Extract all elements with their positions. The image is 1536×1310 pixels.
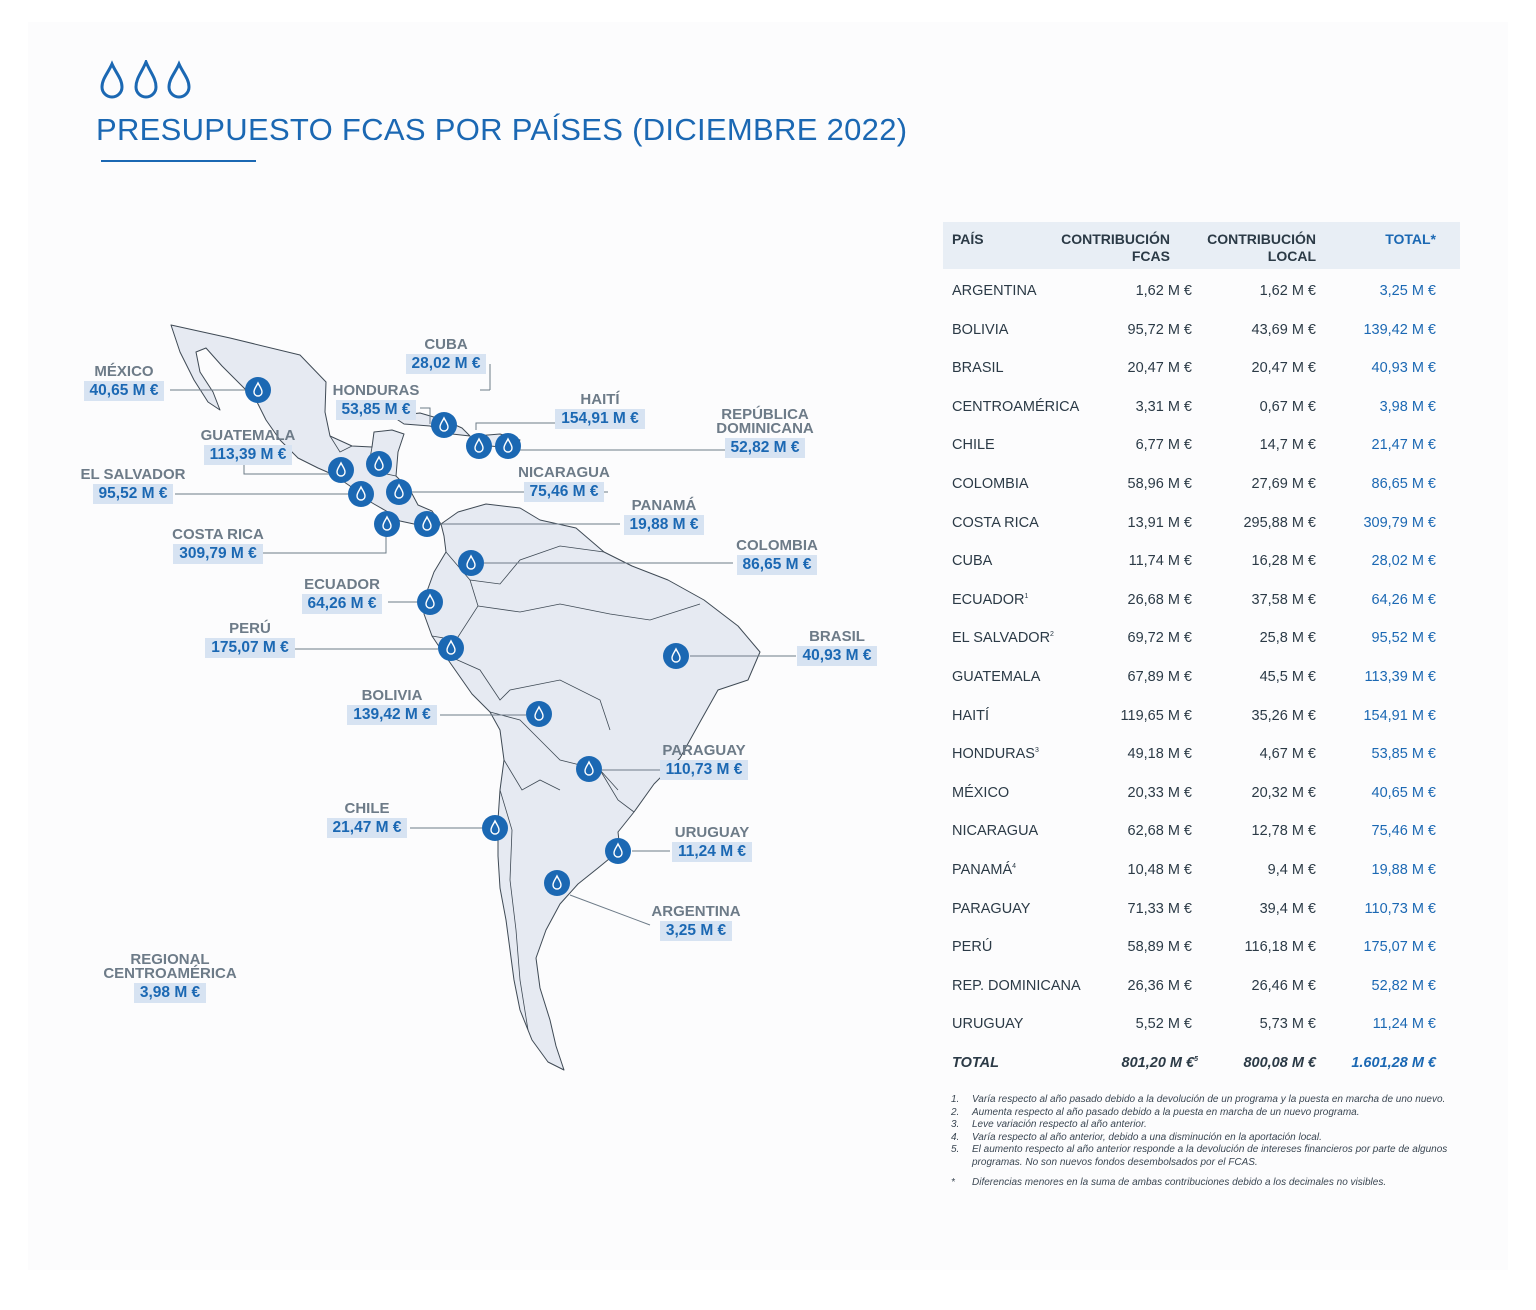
marker-uruguay[interactable] bbox=[605, 838, 631, 864]
cell-total: 40,93 M € bbox=[1371, 360, 1436, 377]
cell-fcas: 67,89 M € bbox=[1127, 668, 1192, 685]
cell-pais: ARGENTINA bbox=[952, 283, 1037, 299]
table-row bbox=[943, 423, 1460, 462]
marker-colombia[interactable] bbox=[458, 550, 484, 576]
cell-local: 43,69 M € bbox=[1251, 321, 1316, 338]
cell-pais: COLOMBIA bbox=[952, 475, 1029, 492]
label-brasil: BRASIL 40,93 M € bbox=[792, 629, 882, 666]
asterisk-note: Diferencias menores en la suma de ambas contribuciones debido a los decimales no visibles. bbox=[972, 1177, 1387, 1188]
label-peru: PERÚ 175,07 M € bbox=[202, 621, 298, 658]
cell-total: 28,02 M € bbox=[1371, 553, 1436, 570]
cell-fcas: 20,47 M € bbox=[1127, 360, 1192, 377]
cell-fcas: 69,72 M € bbox=[1127, 630, 1192, 647]
cell-pais: PARAGUAY bbox=[952, 900, 1031, 917]
header-contribucion-fcas: CONTRIBUCIÓN FCAS bbox=[1061, 231, 1170, 264]
label-paraguay: PARAGUAY 110,73 M € bbox=[654, 743, 754, 780]
cell-total: 175,07 M € bbox=[1363, 939, 1436, 956]
cell-local: 20,32 M € bbox=[1251, 784, 1316, 801]
cell-local: 25,8 M € bbox=[1259, 630, 1316, 647]
marker-brasil[interactable] bbox=[663, 643, 689, 669]
cell-local: 16,28 M € bbox=[1251, 553, 1316, 570]
cell-pais: BOLIVIA bbox=[952, 321, 1009, 338]
cell-local: 295,88 M € bbox=[1243, 514, 1316, 531]
marker-el-salvador[interactable] bbox=[348, 481, 374, 507]
marker-costa-rica[interactable] bbox=[374, 511, 400, 537]
label-nicaragua: NICARAGUA 75,46 M € bbox=[518, 464, 610, 500]
cell-local: 4,67 M € bbox=[1259, 746, 1316, 763]
cell-pais: HONDURAS bbox=[952, 746, 1035, 763]
label-guatemala: GUATEMALA 113,39 M € bbox=[200, 427, 296, 463]
cell-total: 154,91 M € bbox=[1363, 707, 1436, 724]
label-ecuador: ECUADOR 64,26 M € bbox=[296, 577, 388, 614]
footnote-5: El aumento respecto al año anterior responde a la devolución de intereses financieros por parte de algunos programas. No son nuevos fondos desembolsados por el FCAS. bbox=[972, 1144, 1448, 1168]
marker-peru[interactable] bbox=[438, 635, 464, 661]
cell-total: 11,24 M € bbox=[1372, 1016, 1436, 1033]
header-contribucion-local: CONTRIBUCIÓN LOCAL bbox=[1207, 231, 1316, 264]
label-chile: CHILE 21,47 M € bbox=[322, 801, 412, 838]
table-row bbox=[943, 539, 1460, 578]
budget-table bbox=[943, 222, 1460, 1079]
label-mexico: MÉXICO 40,65 M € bbox=[78, 364, 170, 401]
cell-pais: ECUADOR bbox=[952, 591, 1025, 608]
table-row bbox=[943, 385, 1460, 424]
cell-local: 37,58 M € bbox=[1251, 591, 1316, 608]
label-rep-dominicana: REPÚBLICA DOMINICANA 52,82 M € bbox=[716, 406, 814, 456]
table-row bbox=[943, 925, 1460, 964]
cell-total: 53,85 M € bbox=[1371, 746, 1436, 763]
table-row bbox=[943, 462, 1460, 501]
table-row bbox=[943, 655, 1460, 694]
cell-pais: PERÚ bbox=[952, 939, 993, 956]
table-body bbox=[943, 269, 1460, 1079]
cell-fcas: 62,68 M € bbox=[1127, 823, 1192, 840]
table-row bbox=[943, 269, 1460, 308]
table-row bbox=[943, 578, 1460, 617]
page-title: PRESUPUESTO FCAS POR PAÍSES (DICIEMBRE 2022) bbox=[96, 112, 908, 147]
cell-fcas: 71,33 M € bbox=[1127, 900, 1192, 917]
table-row bbox=[943, 887, 1460, 926]
cell-fcas: 26,36 M € bbox=[1127, 977, 1192, 994]
cell-local: 26,46 M € bbox=[1251, 977, 1316, 994]
cell-fcas: 3,31 M € bbox=[1135, 398, 1192, 415]
cell-pais: HAITÍ bbox=[952, 707, 990, 724]
cell-fcas: 49,18 M € bbox=[1127, 746, 1192, 763]
cell-fcas: 13,91 M € bbox=[1127, 514, 1192, 531]
cell-pais: PANAMÁ bbox=[952, 861, 1013, 878]
cell-total: 75,46 M € bbox=[1371, 823, 1436, 840]
cell-pais: BRASIL bbox=[952, 360, 1004, 377]
label-haiti: HAITÍ 154,91 M € bbox=[550, 392, 650, 429]
table-row bbox=[943, 809, 1460, 848]
cell-fcas: 10,48 M € bbox=[1127, 861, 1192, 878]
cell-local: 35,26 M € bbox=[1251, 707, 1316, 724]
label-argentina: ARGENTINA 3,25 M € bbox=[651, 903, 741, 939]
total-fcas-wrap bbox=[1122, 1055, 1198, 1071]
cell-total: 3,98 M € bbox=[1379, 398, 1436, 415]
footnote-ref: 3 bbox=[1034, 747, 1039, 755]
cell-local: 12,78 M € bbox=[1251, 823, 1316, 840]
label-cuba: CUBA 28,02 M € bbox=[400, 337, 492, 374]
marker-honduras[interactable] bbox=[431, 412, 457, 438]
cell-total: 3,25 M € bbox=[1379, 283, 1436, 299]
cell-pais-wrap bbox=[952, 862, 1016, 878]
footnote-ref: 2 bbox=[1050, 631, 1054, 639]
table-row bbox=[943, 732, 1460, 771]
cell-total: 19,88 M € bbox=[1371, 861, 1436, 878]
cell-local: 116,18 M € bbox=[1244, 939, 1316, 956]
cell-fcas: 58,96 M € bbox=[1127, 475, 1192, 492]
footnote-3: Leve variación respecto al año anterior. bbox=[972, 1119, 1147, 1130]
marker-mexico[interactable] bbox=[245, 377, 271, 403]
cell-pais: GUATEMALA bbox=[952, 668, 1041, 685]
cell-total: 309,79 M € bbox=[1363, 514, 1436, 531]
cell-pais: CHILE bbox=[952, 437, 995, 454]
label-bolivia: BOLIVIA 139,42 M € bbox=[342, 688, 442, 725]
cell-total: 40,65 M € bbox=[1371, 784, 1436, 801]
marker-rep-dominicana[interactable] bbox=[495, 433, 521, 459]
cell-local: 5,73 M € bbox=[1259, 1016, 1316, 1033]
marker-ecuador[interactable] bbox=[417, 589, 443, 615]
cell-total: 139,42 M € bbox=[1363, 321, 1436, 338]
label-costa-rica: COSTA RICA 309,79 M € bbox=[172, 526, 264, 562]
table-row bbox=[943, 346, 1460, 385]
cell-pais: MÉXICO bbox=[952, 784, 1010, 801]
cell-local: 14,7 M € bbox=[1259, 437, 1316, 454]
marker-argentina[interactable] bbox=[544, 870, 570, 896]
table-row bbox=[943, 1002, 1460, 1041]
cell-total: 86,65 M € bbox=[1371, 475, 1436, 492]
label-honduras: HONDURAS 53,85 M € bbox=[332, 382, 420, 418]
marker-haiti[interactable] bbox=[466, 433, 492, 459]
marker-bolivia[interactable] bbox=[526, 701, 552, 727]
cell-pais: CENTROAMÉRICA bbox=[952, 398, 1080, 415]
cell-fcas: 119,65 M € bbox=[1120, 707, 1192, 724]
cell-total: 113,39 M € bbox=[1364, 668, 1436, 685]
cell-total: 64,26 M € bbox=[1371, 591, 1436, 608]
cell-pais-wrap bbox=[952, 630, 1054, 646]
label-colombia: COLOMBIA 86,65 M € bbox=[736, 537, 818, 573]
label-regional-centroamerica: REGIONAL CENTROAMÉRICA 3,98 M € bbox=[103, 951, 237, 1001]
cell-fcas: 11,74 M € bbox=[1128, 553, 1192, 570]
cell-local: 9,4 M € bbox=[1267, 861, 1316, 878]
cell-fcas: 1,62 M € bbox=[1135, 283, 1192, 299]
footnote-ref: 5 bbox=[1194, 1055, 1198, 1063]
table-row bbox=[943, 964, 1460, 1003]
cell-total: 52,82 M € bbox=[1371, 977, 1436, 994]
marker-paraguay[interactable] bbox=[576, 756, 602, 782]
table-row bbox=[943, 848, 1460, 887]
table-total-row bbox=[943, 1041, 1460, 1080]
marker-guatemala[interactable] bbox=[328, 457, 354, 483]
cell-fcas: 26,68 M € bbox=[1127, 591, 1192, 608]
cell-local: 20,47 M € bbox=[1251, 360, 1316, 377]
footnotes: 1. Varía respecto al año pasado debido a la devolución de un programa y la puesta en marcha de uno nuevo. 2. Aumenta respecto al año pasado debido a la puesta en marcha de un nuevo programa. 3. Leve variación respecto al año anterior. 4. Varía respecto al año anterior, debido a una disminución en la aportación local. 5. El aumento respecto al año anterior responde a la devolución de intereses financieros por parte de algunos programas. No son nuevos fondos desembolsados por el FCAS. * Diferencias menores en la suma de ambas contribuciones debido a los decimales no visibles. bbox=[951, 1094, 1448, 1188]
cell-total: 21,47 M € bbox=[1371, 437, 1436, 454]
label-uruguay: URUGUAY 11,24 M € bbox=[664, 825, 760, 862]
cell-pais-wrap bbox=[952, 592, 1028, 608]
header-pais: PAÍS bbox=[952, 231, 984, 247]
table-header bbox=[943, 222, 1460, 269]
cell-pais: COSTA RICA bbox=[952, 514, 1039, 531]
marker-panama[interactable] bbox=[414, 511, 440, 537]
footnote-4: Varía respecto al año anterior, debido a una disminución en la aportación local. bbox=[972, 1131, 1322, 1143]
cell-pais: REP. DOMINICANA bbox=[952, 977, 1081, 994]
cell-local: 1,62 M € bbox=[1259, 283, 1316, 299]
total-local: 800,08 M € bbox=[1243, 1054, 1316, 1071]
cell-pais-wrap bbox=[952, 746, 1039, 762]
cell-fcas: 20,33 M € bbox=[1127, 784, 1192, 801]
cell-pais: CUBA bbox=[952, 553, 993, 570]
cell-fcas: 5,52 M € bbox=[1135, 1016, 1192, 1033]
total-label: TOTAL bbox=[952, 1054, 999, 1071]
marker-nicaragua[interactable] bbox=[386, 479, 412, 505]
cell-fcas: 95,72 M € bbox=[1127, 321, 1192, 338]
table-row bbox=[943, 501, 1460, 540]
cell-fcas: 6,77 M € bbox=[1135, 437, 1192, 454]
table-row bbox=[943, 616, 1460, 655]
total-fcas: 801,20 M € bbox=[1121, 1054, 1195, 1071]
footnote-ref: 4 bbox=[1012, 862, 1017, 870]
cell-pais: EL SALVADOR bbox=[952, 630, 1051, 647]
cell-local: 0,67 M € bbox=[1259, 398, 1316, 415]
cell-total: 110,73 M € bbox=[1364, 900, 1436, 917]
cell-pais: URUGUAY bbox=[952, 1016, 1024, 1033]
label-el-salvador: EL SALVADOR 95,52 M € bbox=[80, 466, 186, 502]
marker-cuba[interactable] bbox=[366, 451, 392, 477]
footnote-1: Varía respecto al año pasado debido a la devolución de un programa y la puesta en marcha de uno nuevo. bbox=[972, 1094, 1446, 1105]
table-row bbox=[943, 771, 1460, 810]
cell-pais: NICARAGUA bbox=[952, 823, 1039, 840]
cell-local: 27,69 M € bbox=[1251, 475, 1316, 492]
footnote-2: Aumenta respecto al año pasado debido a la puesta en marcha de un nuevo programa. bbox=[972, 1106, 1360, 1118]
table-row bbox=[943, 308, 1460, 347]
total-total: 1.601,28 M € bbox=[1351, 1054, 1436, 1071]
cell-total: 95,52 M € bbox=[1371, 630, 1436, 647]
cell-fcas: 58,89 M € bbox=[1127, 939, 1192, 956]
header-total: TOTAL* bbox=[1385, 231, 1436, 247]
footnote-ref: 1 bbox=[1024, 592, 1029, 600]
cell-local: 45,5 M € bbox=[1259, 668, 1316, 685]
south-america-shape bbox=[424, 504, 760, 1070]
label-panama: PANAMÁ 19,88 M € bbox=[614, 498, 714, 535]
table-row bbox=[943, 694, 1460, 733]
marker-chile[interactable] bbox=[482, 815, 508, 841]
cell-local: 39,4 M € bbox=[1259, 900, 1316, 917]
